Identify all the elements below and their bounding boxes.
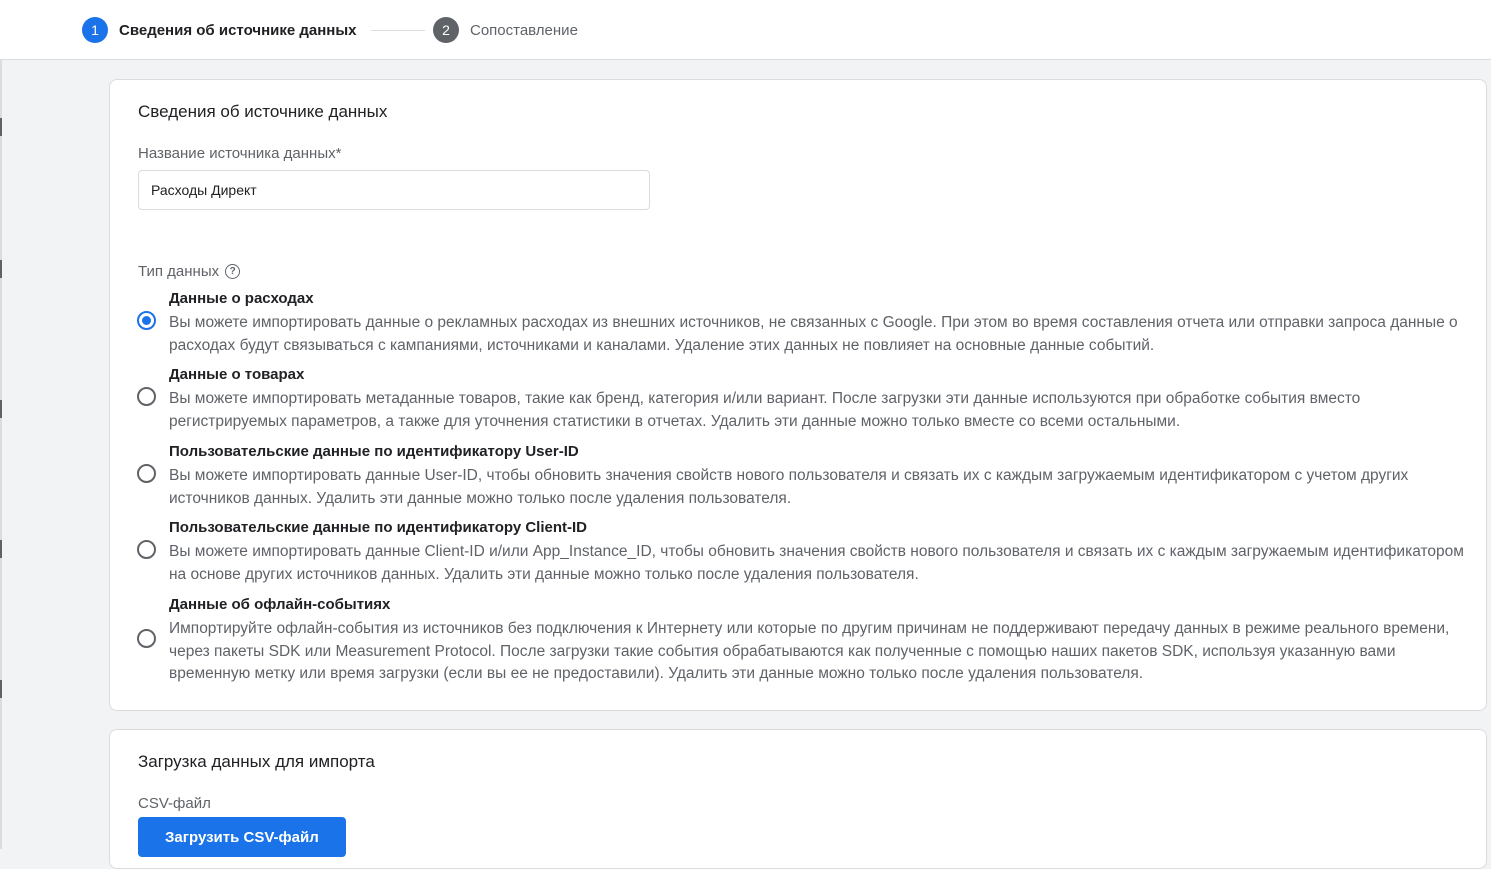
edge-marker xyxy=(0,680,2,698)
source-name-label: Название источника данных* xyxy=(138,145,342,162)
step-1-label: Сведения об источнике данных xyxy=(119,21,357,39)
option-title: Пользовательские данные по идентификатору Client-ID xyxy=(169,519,588,536)
upload-csv-button[interactable]: Загрузить CSV-файл xyxy=(138,817,346,857)
upload-card-title: Загрузка данных для импорта xyxy=(138,752,375,771)
help-circle-icon[interactable]: ? xyxy=(225,264,240,279)
radio-offline-events-data[interactable] xyxy=(137,629,156,648)
data-type-label-row xyxy=(138,263,240,280)
data-type-label: Тип данных xyxy=(138,263,220,280)
radio-client-id-data[interactable] xyxy=(137,540,156,559)
option-description: Вы можете импортировать данные User-ID, чтобы обновить значения свойств нового пользователя и связать их с каждым загружаемым идентификатором с учетом других источников данных. Удалить эти данные можно только после удаления пользователя. xyxy=(169,467,1409,507)
option-description: Вы можете импортировать данные о рекламных расходах из внешних источников, не связанных с Google. При этом во время составления отчета или отправки запроса данные о расходах будут связываться с кампаниями, источниками и каналами. Удаление этих данных не повлияет на основные данные событий. xyxy=(169,314,1458,354)
step-1[interactable] xyxy=(82,17,357,43)
option-title: Данные о товарах xyxy=(169,366,305,383)
stepper-connector xyxy=(371,30,425,31)
radio-cost-data[interactable] xyxy=(137,311,156,330)
option-title: Данные об офлайн-событиях xyxy=(169,596,391,613)
edge-marker xyxy=(0,400,2,418)
option-description: Вы можете импортировать метаданные товаров, такие как бренд, категория и/или вариант. После загрузки эти данные используются при обработке события вместо регистрируемых параметров, а также для уточнения статистики в отчетах. Удалить эти данные можно только вместе со всеми остальными. xyxy=(169,390,1361,430)
option-description: Импортируйте офлайн-события из источников без подключения к Интернету или которые по другим причинам не поддерживают передачу данных в режиме реального времени, через пакеты SDK или Measurement Protocol. После загрузки такие события обрабатываются как полученные с помощью наших пакетов SDK, используя указанную вами временную метку или время загрузки (если вы ее не предоставили). Удалить эти данные можно только после удаления пользователя. xyxy=(169,620,1450,682)
edge-marker xyxy=(0,118,2,136)
upload-card xyxy=(109,729,1487,869)
radio-item-data[interactable] xyxy=(137,387,156,406)
stepper-header xyxy=(0,0,1491,60)
option-title: Пользовательские данные по идентификатору User-ID xyxy=(169,443,579,460)
step-1-number: 1 xyxy=(82,17,108,43)
source-name-input[interactable] xyxy=(138,170,650,210)
data-source-card-title: Сведения об источнике данных xyxy=(138,102,388,121)
edge-marker xyxy=(0,260,2,278)
edge-marker xyxy=(0,540,2,558)
csv-file-label: CSV-файл xyxy=(138,795,211,812)
step-2[interactable] xyxy=(433,17,578,43)
left-edge-strip xyxy=(0,0,2,849)
step-2-label: Сопоставление xyxy=(470,21,578,39)
step-2-number: 2 xyxy=(433,17,459,43)
radio-user-id-data[interactable] xyxy=(137,464,156,483)
data-source-card xyxy=(109,79,1487,711)
option-title: Данные о расходах xyxy=(169,290,314,307)
option-description: Вы можете импортировать данные Client-ID и/или App_Instance_ID, чтобы обновить значения свойств нового пользователя и связать их с каждым загружаемым идентификатором на основе других источников данных. Удалить эти данные можно только после удаления пользователя. xyxy=(169,543,1464,583)
